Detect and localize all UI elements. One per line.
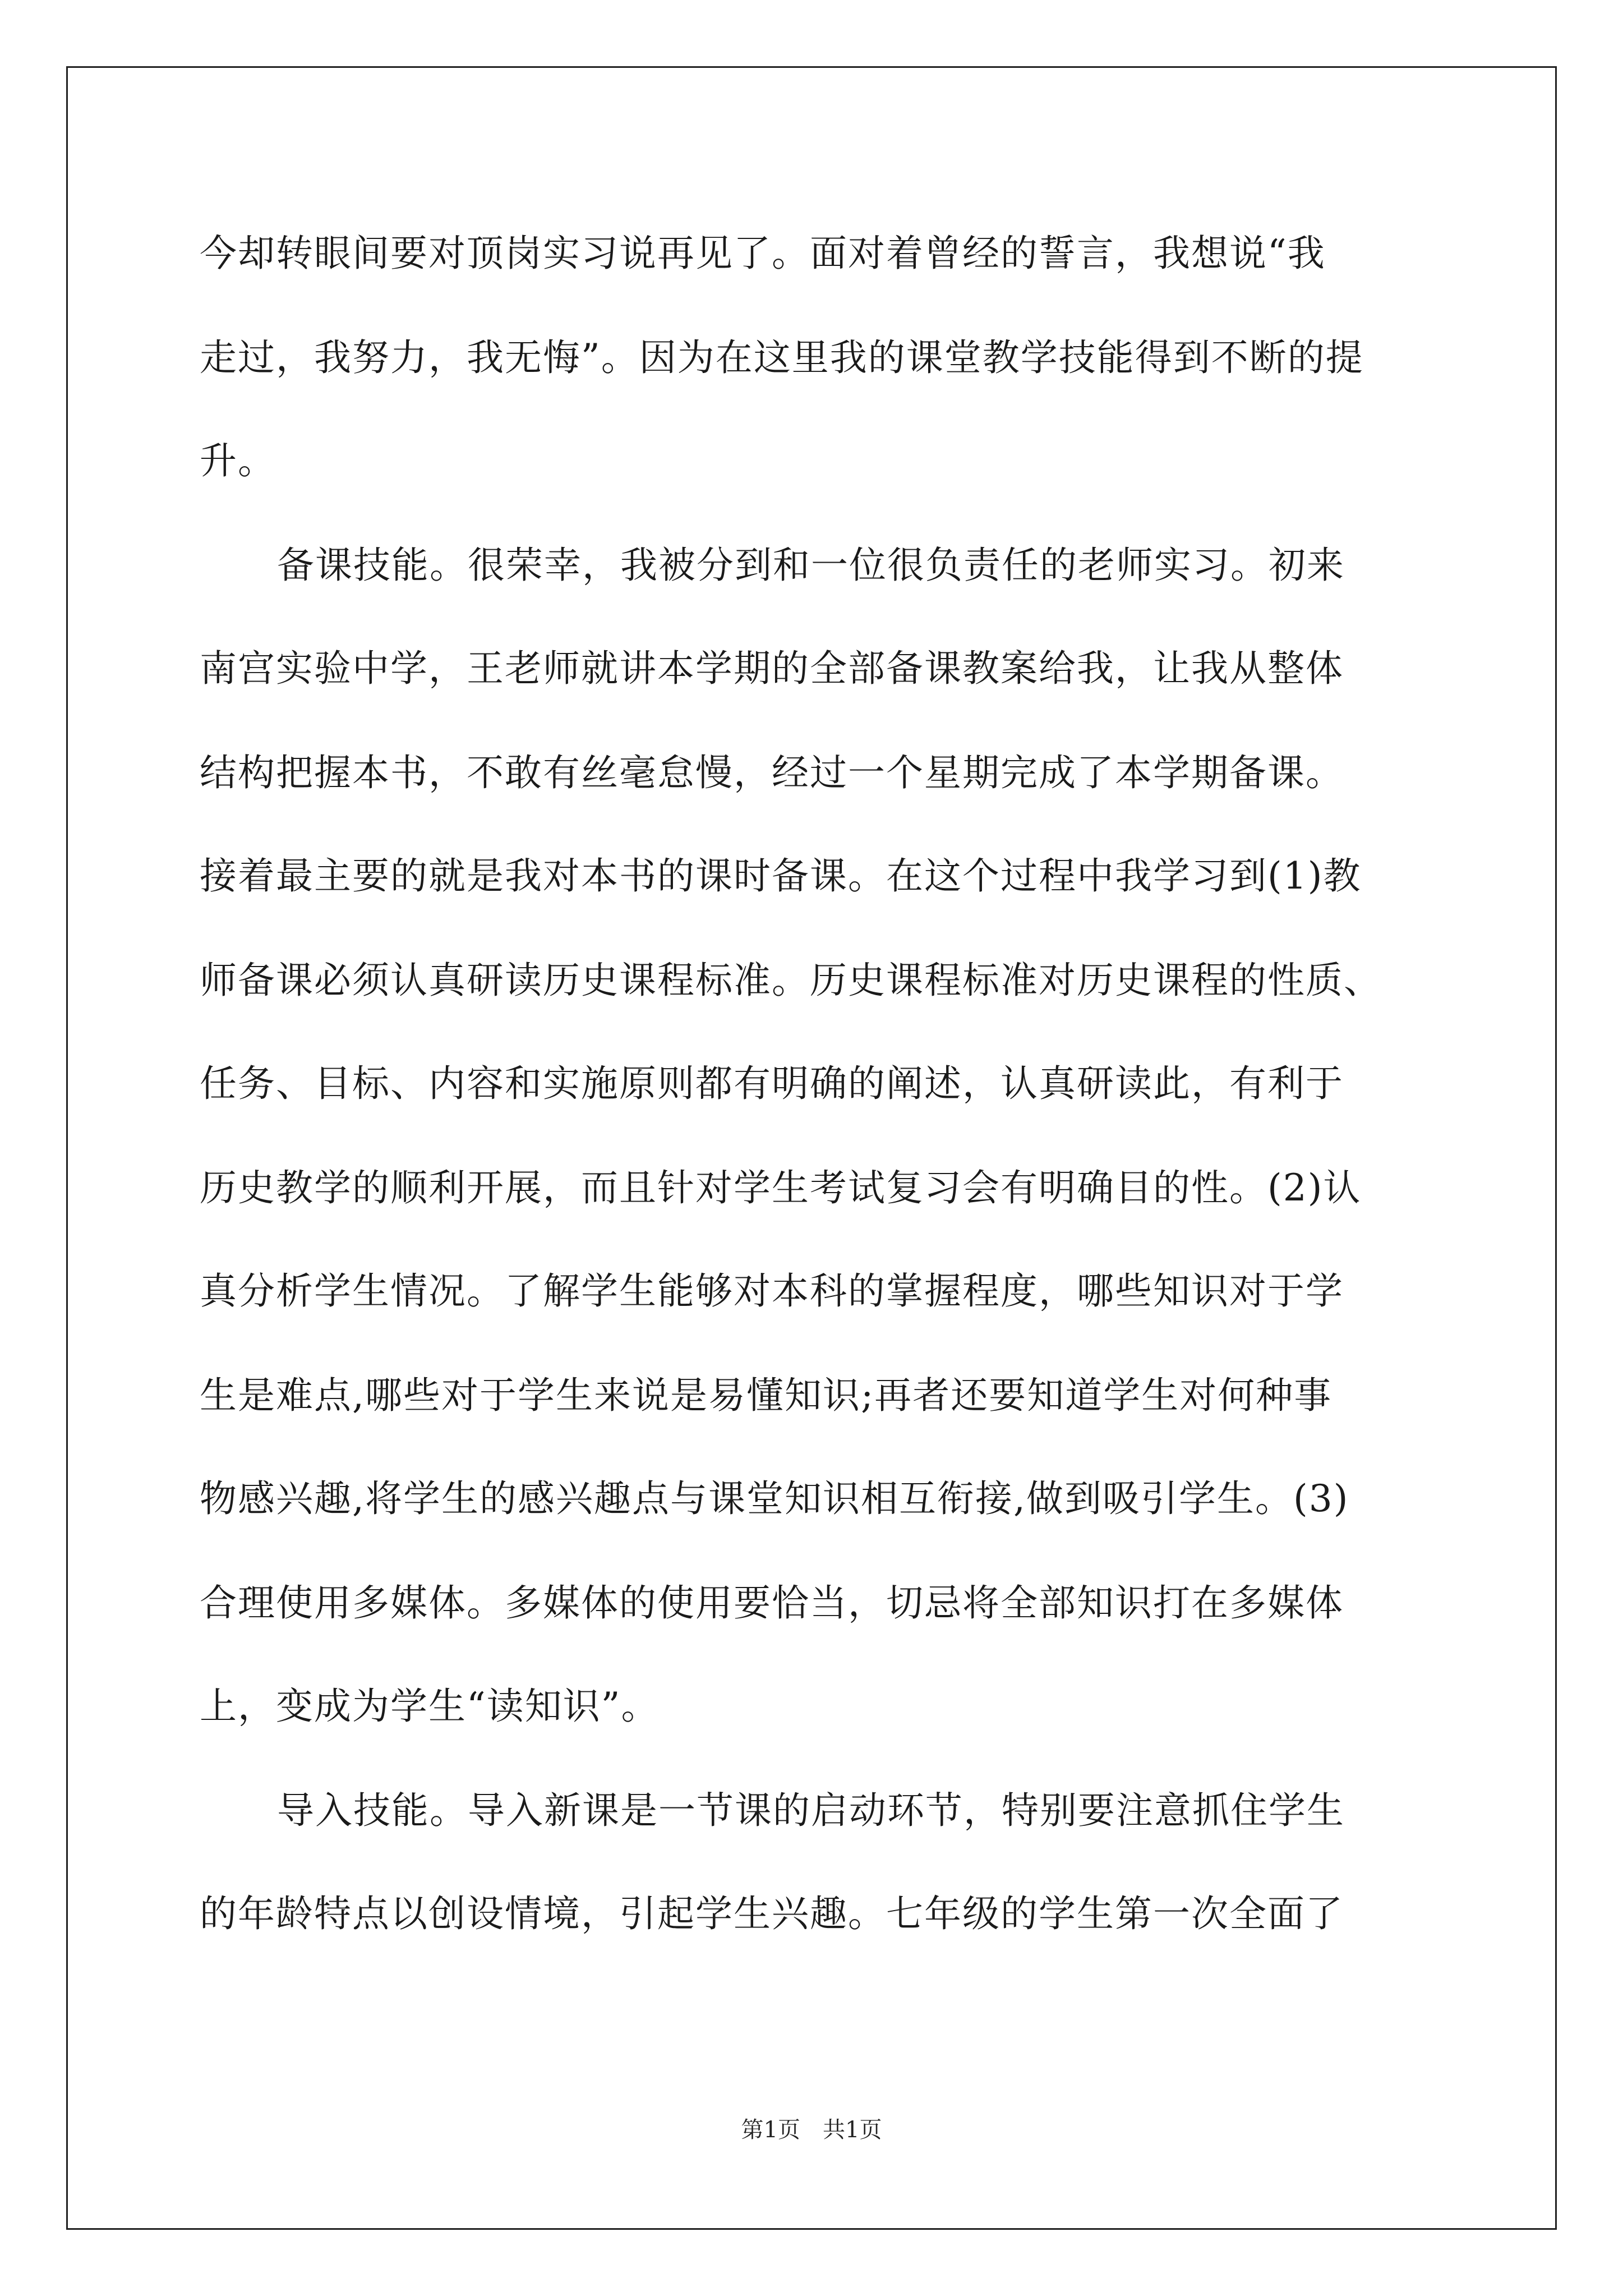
text-line-3: 升。 bbox=[200, 439, 276, 482]
text-line-11: 真分析学生情况。了解学生能够对本科的掌握程度，哪些知识对于学 bbox=[200, 1269, 1344, 1313]
text-line-1: 今却转眼间要对顶岗实习说再见了。面对着曾经的誓言，我想说“我 bbox=[200, 232, 1326, 275]
text-line-6: 结构把握本书，不敢有丝毫怠慢，经过一个星期完成了本学期备课。 bbox=[200, 751, 1344, 794]
text-line-12: 生是难点,哪些对于学生来说是易懂知识;再者还要知道学生对何种事 bbox=[200, 1374, 1332, 1417]
text-line-2: 走过，我努力，我无悔”。因为在这里我的课堂教学技能得到不断的提 bbox=[200, 336, 1364, 379]
text-line-7: 接着最主要的就是我对本书的课时备课。在这个过程中我学习到(1)教 bbox=[200, 854, 1362, 898]
text-line-13: 物感兴趣,将学生的感兴趣点与课堂知识相互衔接,做到吸引学生。(3) bbox=[200, 1477, 1349, 1520]
text-line-16: 导入技能。导入新课是一节课的启动环节，特别要注意抓住学生 bbox=[277, 1789, 1345, 1832]
text-line-8: 师备课必须认真研读历史课程标准。历史课程标准对历史课程的性质、 bbox=[200, 959, 1382, 1002]
text-line-5: 南宫实验中学，王老师就讲本学期的全部备课教案给我，让我从整体 bbox=[200, 647, 1344, 690]
text-line-9: 任务、目标、内容和实施原则都有明确的阐述，认真研读此，有利于 bbox=[200, 1062, 1344, 1105]
text-line-10: 历史教学的顺利开展，而且针对学生考试复习会有明确目的性。(2)认 bbox=[200, 1166, 1362, 1209]
text-line-15: 上，变成为学生“读知识”。 bbox=[200, 1685, 660, 1728]
text-line-17: 的年龄特点以创设情境，引起学生兴趣。七年级的学生第一次全面了 bbox=[200, 1892, 1344, 1935]
text-line-14: 合理使用多媒体。多媒体的使用要恰当，切忌将全部知识打在多媒体 bbox=[200, 1581, 1344, 1625]
page-footer: 第1页 共1页 bbox=[741, 2117, 882, 2143]
text-line-4: 备课技能。很荣幸，我被分到和一位很负责任的老师实习。初来 bbox=[277, 544, 1345, 587]
